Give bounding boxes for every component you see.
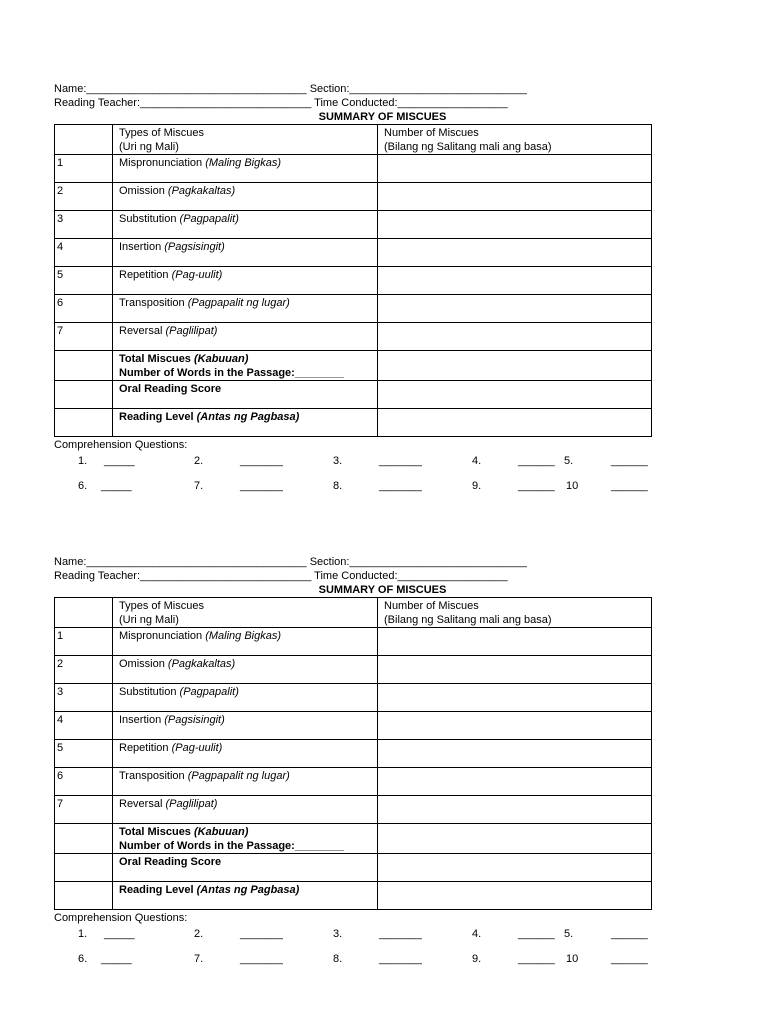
question-number: 1. (78, 928, 88, 940)
total-cell (113, 351, 378, 381)
question-number: 1. (78, 455, 88, 467)
answer-blank[interactable]: ______ (611, 928, 648, 940)
teacher-time-line: Reading Teacher:____________________________ Time Conducted:__________________ (54, 570, 508, 582)
table-row (55, 183, 652, 211)
question-number: 4. (472, 455, 482, 467)
question-number: 9. (472, 953, 482, 965)
miscue-count-field[interactable] (378, 323, 652, 351)
miscue-form-1 (54, 82, 651, 502)
miscues-table (54, 597, 652, 910)
miscue-type-label: Repetition (119, 742, 172, 754)
row-number: 6 (55, 295, 113, 323)
oral-score-field[interactable] (378, 381, 652, 409)
miscue-count-field[interactable] (378, 796, 652, 824)
reading-level-cell (113, 409, 378, 437)
question-number: 8. (333, 953, 343, 965)
miscue-count-field[interactable] (378, 239, 652, 267)
miscue-type-cell (113, 155, 378, 183)
reading-level-row (55, 882, 652, 910)
miscue-type-translation: (Pagsisingit) (164, 241, 225, 253)
miscue-count-field[interactable] (378, 267, 652, 295)
question-number: 4. (472, 928, 482, 940)
miscue-count-field[interactable] (378, 712, 652, 740)
question-number: 9. (472, 480, 482, 492)
oral-score-label: Oral Reading Score (113, 854, 378, 882)
comprehension-questions-title: Comprehension Questions: (54, 912, 188, 924)
question-number: 6. (78, 953, 88, 965)
answer-blank[interactable]: ______ (611, 953, 648, 965)
header-count-label: Number of Miscues (384, 600, 479, 612)
answer-blank[interactable]: ______ (611, 480, 648, 492)
table-row (55, 211, 652, 239)
miscue-type-label: Transposition (119, 770, 188, 782)
table-header-row (55, 598, 652, 628)
row-number: 1 (55, 628, 113, 656)
answer-blank[interactable]: _______ (379, 953, 422, 965)
question-number: 8. (333, 480, 343, 492)
name-section-line: Name:____________________________________ Section:_____________________________ (54, 556, 527, 568)
answer-blank[interactable]: _______ (379, 480, 422, 492)
total-translation: (Kabuuan) (193, 353, 249, 365)
miscue-type-translation: (Maling Bigkas) (205, 157, 282, 169)
table-row (55, 740, 652, 768)
miscue-type-cell (113, 183, 378, 211)
answer-blank[interactable]: _______ (240, 953, 283, 965)
miscue-type-cell (113, 656, 378, 684)
total-row (55, 351, 652, 381)
miscue-type-cell (113, 768, 378, 796)
question-number: 3. (333, 455, 343, 467)
answer-blank[interactable]: _______ (240, 480, 283, 492)
table-row (55, 656, 652, 684)
answer-blank[interactable]: ______ (518, 455, 555, 467)
row-number: 4 (55, 239, 113, 267)
header-types-cell (113, 598, 378, 628)
miscue-type-translation: (Pagpapalit ng lugar) (187, 297, 290, 309)
table-row (55, 323, 652, 351)
miscue-type-label: Transposition (119, 297, 188, 309)
miscue-type-label: Insertion (119, 714, 165, 726)
miscue-type-cell (113, 712, 378, 740)
miscue-type-cell (113, 239, 378, 267)
empty-num-cell (55, 824, 113, 854)
question-number: 10 (566, 953, 579, 965)
answer-blank[interactable]: ______ (518, 953, 555, 965)
miscue-type-label: Repetition (119, 269, 172, 281)
reading-level-field[interactable] (378, 882, 652, 910)
empty-num-cell (55, 351, 113, 381)
header-count-cell (378, 598, 652, 628)
miscue-type-cell (113, 740, 378, 768)
miscue-count-field[interactable] (378, 684, 652, 712)
total-cell (113, 824, 378, 854)
miscue-count-field[interactable] (378, 211, 652, 239)
row-number: 6 (55, 768, 113, 796)
table-row (55, 712, 652, 740)
header-count-sublabel: (Bilang ng Salitang mali ang basa) (384, 141, 552, 153)
miscue-type-cell (113, 628, 378, 656)
question-number: 2. (194, 928, 204, 940)
miscue-type-cell (113, 267, 378, 295)
miscue-type-label: Insertion (119, 241, 165, 253)
comprehension-row-1 (54, 452, 651, 477)
reading-level-field[interactable] (378, 409, 652, 437)
question-number: 7. (194, 953, 204, 965)
header-types-label: Types of Miscues (119, 127, 204, 139)
words-in-passage-label: Number of Words in the Passage:________ (119, 840, 344, 852)
miscue-type-label: Mispronunciation (119, 630, 206, 642)
miscue-type-translation: (Maling Bigkas) (205, 630, 282, 642)
miscue-count-field[interactable] (378, 740, 652, 768)
total-translation: (Kabuuan) (193, 826, 249, 838)
row-number: 7 (55, 796, 113, 824)
header-num-cell (55, 598, 113, 628)
row-number: 1 (55, 155, 113, 183)
form-title: SUMMARY OF MISCUES (318, 111, 447, 123)
question-number: 5. (564, 928, 574, 940)
reading-level-cell (113, 882, 378, 910)
table-row (55, 684, 652, 712)
miscue-type-translation: (Pagkakaltas) (167, 658, 236, 670)
row-number: 3 (55, 211, 113, 239)
empty-num-cell (55, 381, 113, 409)
miscue-type-translation: (Pagpapalit) (179, 213, 239, 225)
table-row (55, 295, 652, 323)
answer-blank[interactable]: _____ (101, 953, 132, 965)
table-row (55, 768, 652, 796)
miscue-type-translation: (Paglilipat) (165, 325, 218, 337)
miscue-type-translation: (Pag-uulit) (171, 269, 223, 281)
form-title: SUMMARY OF MISCUES (318, 584, 447, 596)
empty-num-cell (55, 854, 113, 882)
miscue-type-label: Substitution (119, 686, 180, 698)
header-count-cell (378, 125, 652, 155)
miscue-type-label: Reversal (119, 325, 166, 337)
reading-level-label: Reading Level (119, 411, 197, 423)
question-number: 5. (564, 455, 574, 467)
total-label: Total Miscues (119, 826, 194, 838)
comprehension-row-2 (54, 477, 651, 502)
miscue-count-field[interactable] (378, 183, 652, 211)
oral-score-field[interactable] (378, 854, 652, 882)
miscue-count-field[interactable] (378, 155, 652, 183)
header-num-cell (55, 125, 113, 155)
reading-level-row (55, 409, 652, 437)
miscue-form-2 (54, 555, 651, 975)
oral-score-row (55, 854, 652, 882)
reading-level-translation: (Antas ng Pagbasa) (196, 884, 300, 896)
comprehension-row-2 (54, 950, 651, 975)
comprehension-questions-title: Comprehension Questions: (54, 439, 188, 451)
miscue-type-label: Substitution (119, 213, 180, 225)
oral-score-row (55, 381, 652, 409)
row-number: 5 (55, 740, 113, 768)
miscue-count-field[interactable] (378, 768, 652, 796)
miscue-type-label: Omission (119, 185, 168, 197)
name-section-line: Name:____________________________________ Section:_____________________________ (54, 83, 527, 95)
row-number: 7 (55, 323, 113, 351)
total-count-field[interactable] (378, 824, 652, 854)
total-label: Total Miscues (119, 353, 194, 365)
answer-blank[interactable]: _______ (240, 928, 283, 940)
miscue-type-translation: (Pagkakaltas) (167, 185, 236, 197)
question-number: 3. (333, 928, 343, 940)
miscue-type-translation: (Pagpapalit ng lugar) (187, 770, 290, 782)
header-types-label: Types of Miscues (119, 600, 204, 612)
header-types-cell (113, 125, 378, 155)
empty-num-cell (55, 409, 113, 437)
answer-blank[interactable]: _____ (101, 480, 132, 492)
miscue-type-cell (113, 684, 378, 712)
miscues-table (54, 124, 652, 437)
miscue-count-field[interactable] (378, 656, 652, 684)
miscue-type-cell (113, 295, 378, 323)
oral-score-label: Oral Reading Score (113, 381, 378, 409)
question-number: 7. (194, 480, 204, 492)
table-row (55, 267, 652, 295)
miscue-type-cell (113, 211, 378, 239)
miscue-type-translation: (Pag-uulit) (171, 742, 223, 754)
total-row (55, 824, 652, 854)
miscue-type-label: Reversal (119, 798, 166, 810)
header-types-sublabel: (Uri ng Mali) (119, 141, 179, 153)
row-number: 3 (55, 684, 113, 712)
answer-blank[interactable]: _______ (240, 455, 283, 467)
header-count-sublabel: (Bilang ng Salitang mali ang basa) (384, 614, 552, 626)
table-row (55, 155, 652, 183)
row-number: 2 (55, 183, 113, 211)
miscue-type-translation: (Paglilipat) (165, 798, 218, 810)
question-number: 6. (78, 480, 88, 492)
row-number: 5 (55, 267, 113, 295)
words-in-passage-label: Number of Words in the Passage:________ (119, 367, 344, 379)
teacher-time-line: Reading Teacher:____________________________ Time Conducted:__________________ (54, 97, 508, 109)
miscue-type-label: Omission (119, 658, 168, 670)
answer-blank[interactable]: ______ (518, 928, 555, 940)
answer-blank[interactable]: ______ (518, 480, 555, 492)
answer-blank[interactable]: _____ (104, 928, 135, 940)
comprehension-row-1 (54, 925, 651, 950)
header-count-label: Number of Miscues (384, 127, 479, 139)
miscue-type-label: Mispronunciation (119, 157, 206, 169)
miscue-count-field[interactable] (378, 295, 652, 323)
answer-blank[interactable]: _______ (379, 455, 422, 467)
question-number: 2. (194, 455, 204, 467)
table-row (55, 628, 652, 656)
table-row (55, 796, 652, 824)
total-count-field[interactable] (378, 351, 652, 381)
miscue-type-translation: (Pagpapalit) (179, 686, 239, 698)
miscue-type-cell (113, 796, 378, 824)
miscue-type-cell (113, 323, 378, 351)
reading-level-translation: (Antas ng Pagbasa) (196, 411, 300, 423)
reading-level-label: Reading Level (119, 884, 197, 896)
miscue-count-field[interactable] (378, 628, 652, 656)
answer-blank[interactable]: _______ (379, 928, 422, 940)
table-header-row (55, 125, 652, 155)
answer-blank[interactable]: _____ (104, 455, 135, 467)
header-types-sublabel: (Uri ng Mali) (119, 614, 179, 626)
table-row (55, 239, 652, 267)
question-number: 10 (566, 480, 579, 492)
miscue-type-translation: (Pagsisingit) (164, 714, 225, 726)
empty-num-cell (55, 882, 113, 910)
answer-blank[interactable]: ______ (611, 455, 648, 467)
row-number: 2 (55, 656, 113, 684)
row-number: 4 (55, 712, 113, 740)
